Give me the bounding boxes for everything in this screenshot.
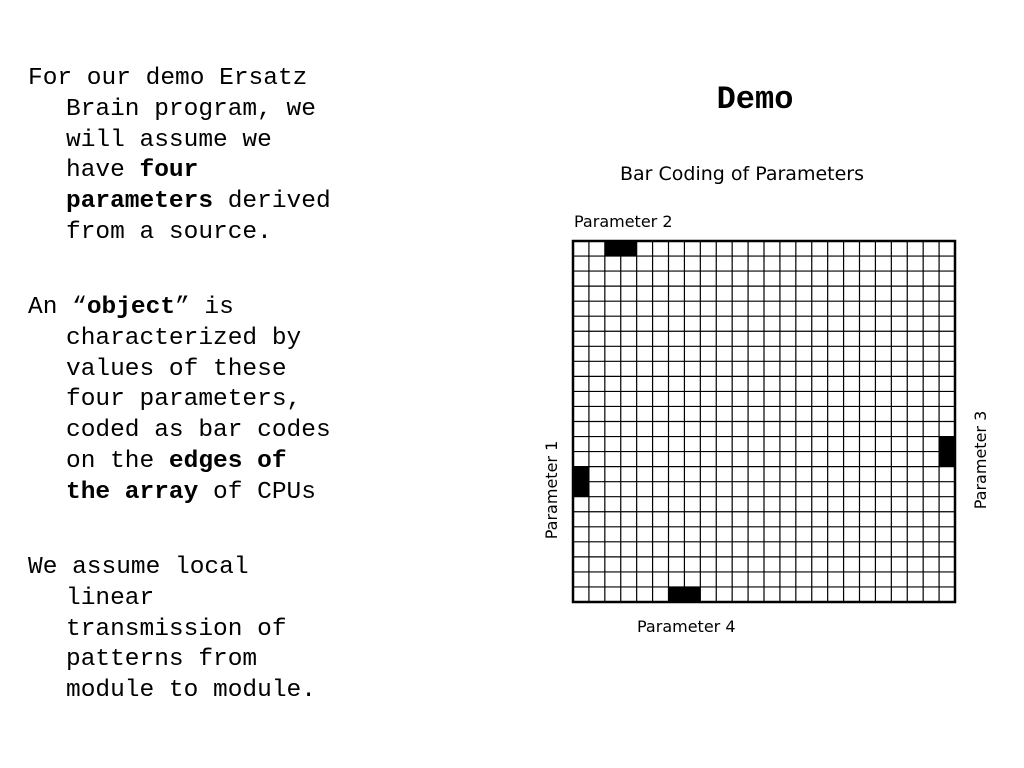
label-parameter-3: Parameter 3 xyxy=(971,410,990,510)
text-line xyxy=(28,385,331,416)
body-text xyxy=(28,64,358,714)
emphasis-text: object xyxy=(86,294,176,321)
text-segment: four parameters, xyxy=(66,386,302,414)
label-parameter-1: Parameter 1 xyxy=(542,440,561,540)
text-line xyxy=(28,553,316,584)
text-line xyxy=(28,156,331,187)
label-parameter-2: Parameter 2 xyxy=(574,212,673,231)
cpu-array-grid xyxy=(573,241,955,602)
text-segment: patterns from xyxy=(66,646,258,674)
text-segment: values of these xyxy=(66,355,287,383)
emphasis-text: parameters xyxy=(66,188,214,216)
text-line xyxy=(28,293,331,324)
text-line xyxy=(28,355,331,386)
slide-title: Demo xyxy=(716,81,794,118)
text-segment: of CPUs xyxy=(198,478,316,506)
label-parameter-4: Parameter 4 xyxy=(637,617,736,636)
paragraph-1 xyxy=(28,64,331,249)
paragraph-3 xyxy=(28,553,316,707)
text-segment: will assume we xyxy=(66,126,272,154)
bar-parameter-2 xyxy=(605,241,637,256)
text-line xyxy=(28,95,331,126)
text-segment: from a source. xyxy=(66,218,272,246)
text-segment: have xyxy=(66,157,140,185)
text-line xyxy=(28,416,331,447)
emphasis-text: four xyxy=(139,157,199,185)
text-line xyxy=(28,324,331,355)
bar-parameter-4 xyxy=(669,587,701,602)
bar-coding-figure xyxy=(530,150,1010,650)
bar-parameter-3 xyxy=(939,437,955,467)
text-line xyxy=(28,676,316,707)
text-line xyxy=(28,187,331,218)
figure-title: Bar Coding of Parameters xyxy=(619,163,865,185)
text-segment: on the xyxy=(66,447,169,475)
text-segment: derived xyxy=(213,188,331,216)
bar-coding-diagram xyxy=(530,150,1010,650)
text-segment: module to module. xyxy=(66,677,316,705)
text-line xyxy=(28,478,331,509)
emphasis-text: the array xyxy=(66,478,199,506)
text-segment: linear xyxy=(66,584,155,612)
text-segment: For our demo Ersatz xyxy=(28,65,308,92)
text-line xyxy=(28,218,331,249)
text-line xyxy=(28,447,331,478)
text-line xyxy=(28,64,331,95)
text-line xyxy=(28,126,331,157)
text-line xyxy=(28,615,316,646)
text-segment: Brain program, we xyxy=(66,95,316,123)
text-segment: characterized by xyxy=(66,324,302,352)
text-segment: ” is xyxy=(175,294,234,321)
text-line xyxy=(28,645,316,676)
text-segment: transmission of xyxy=(66,615,287,643)
paragraph-2 xyxy=(28,293,331,509)
text-line xyxy=(28,584,316,615)
text-segment: We assume local xyxy=(28,554,249,581)
text-segment: An “ xyxy=(28,294,87,321)
bar-parameter-1 xyxy=(573,467,589,497)
emphasis-text: edges of xyxy=(168,447,287,475)
text-segment: coded as bar codes xyxy=(66,417,331,445)
